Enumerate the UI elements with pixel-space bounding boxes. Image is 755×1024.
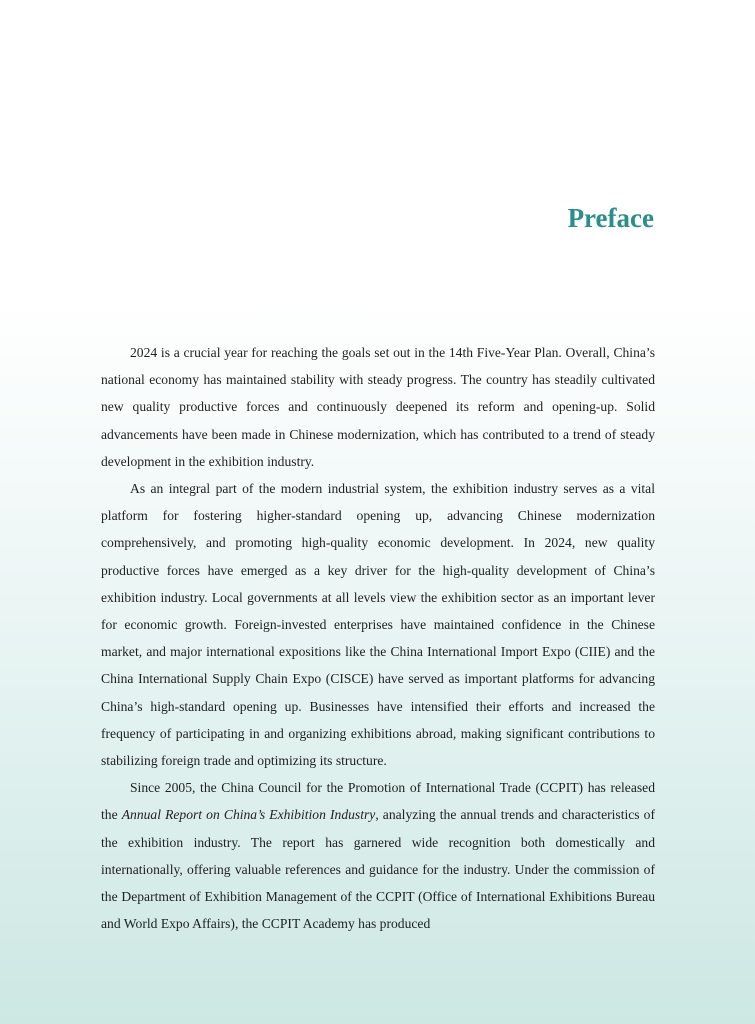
page-title: Preface [567, 203, 654, 233]
paragraph-3-text-before: Since 2005, the China Council for the Promotion of International Trade (CCPIT) has released the [101, 780, 655, 823]
report-title-italic: Annual Report on China’s Exhibition Industry [121, 807, 376, 823]
preface-body [101, 339, 655, 937]
paragraph-3-text-after: , analyzing the annual trends and characteristics of the exhibition industry. The report has garnered wide recognition both domestically and internationally, offering valuable references and guidance for the industry. Under the commission of the Department of Exhibition Management of the CCPIT (Office of International Exhibitions Bureau and World Expo Affairs), the CCPIT Academy has produced [101, 807, 655, 932]
paragraph-3 [101, 774, 655, 937]
paragraph-1: 2024 is a crucial year for reaching the goals set out in the 14th Five-Year Plan. Overall, China’s national economy has maintained stability with steady progress. The country has steadily cultivated new quality productive forces and continuously deepened its reform and opening-up. Solid advancements have been made in Chinese modernization, which has contributed to a trend of steady development in the exhibition industry. [101, 345, 655, 469]
paragraph-2: As an integral part of the modern industrial system, the exhibition industry serves as a vital platform for fostering higher-standard opening up, advancing Chinese modernization comprehensively, and promoting high-quality economic development. In 2024, new quality productive forces have emerged as a key driver for the high-quality development of China’s exhibition industry. Local governments at all levels view the exhibition sector as an important lever for economic growth. Foreign-invested enterprises have maintained confidence in the Chinese market, and major international expositions like the China International Import Expo (CIIE) and the China International Supply Chain Expo (CISCE) have served as important platforms for advancing China’s high-standard opening up. Businesses have intensified their efforts and increased the frequency of participating in and organizing exhibitions abroad, making significant contributions to stabilizing foreign trade and optimizing its structure. [101, 481, 655, 769]
